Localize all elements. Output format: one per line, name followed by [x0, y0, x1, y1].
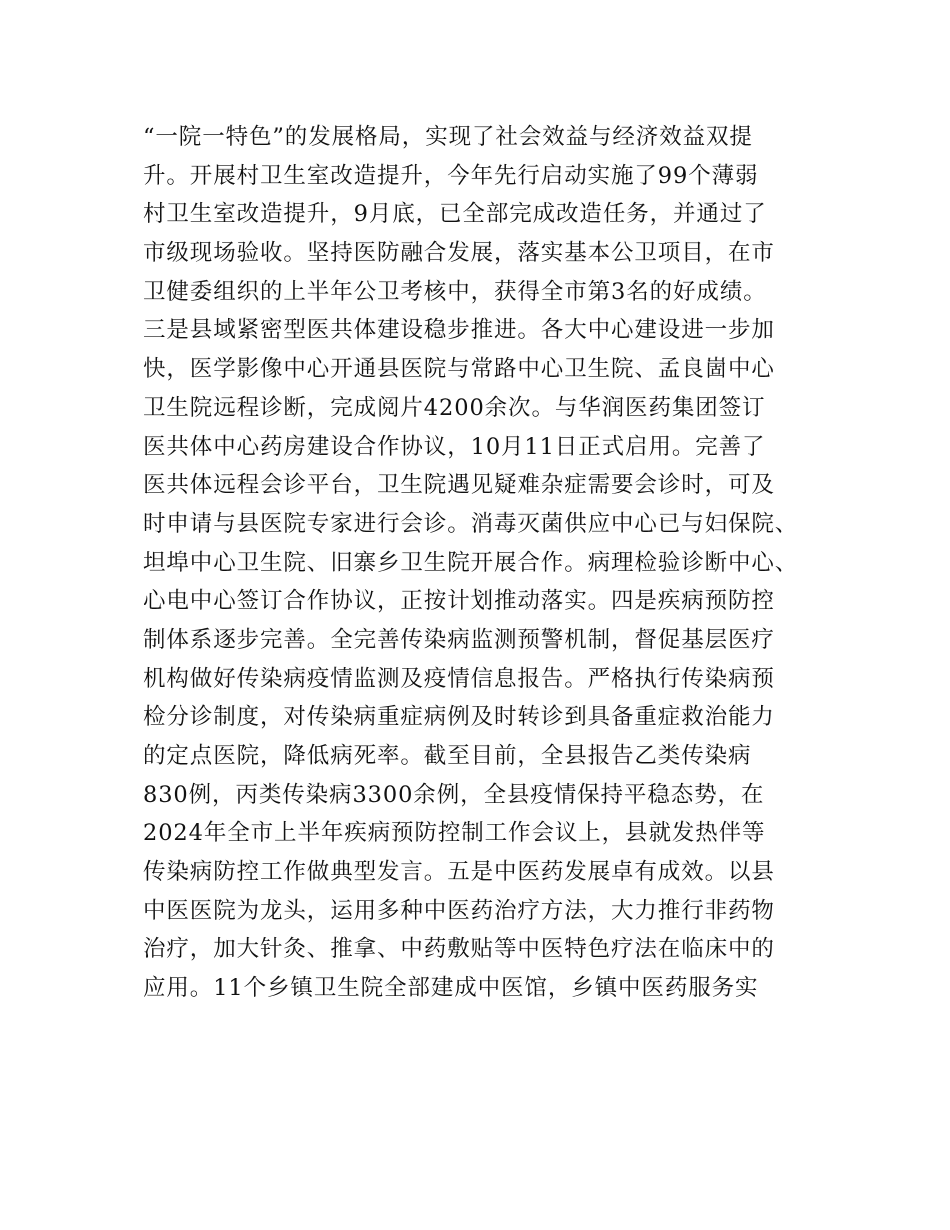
text-line: 2024年全市上半年疾病预防控制工作会议上，县就发热伴等 [143, 820, 766, 847]
text-line: 检分诊制度，对传染病重症病例及时转诊到具备重症救治能力 [143, 704, 775, 731]
text-line: 时申请与县医院专家进行会诊。消毒灭菌供应中心已与妇保院、 [143, 510, 799, 537]
text-line: 830例，丙类传染病3300余例，全县疫情保持平稳态势，在 [143, 781, 765, 808]
text-line: 制体系逐步完善。全完善传染病监测预警机制，督促基层医疗 [143, 626, 775, 653]
text-line: 中医医院为龙头，运用多种中医药治疗方法，大力推行非药物 [143, 897, 775, 924]
text-line: 村卫生室改造提升，9月底，已全部完成改造任务，并通过了 [143, 201, 767, 228]
text-line: 三是县域紧密型医共体建设稳步推进。各大中心建设进一步加 [143, 317, 775, 344]
text-line: 机构做好传染病疫情监测及疫情信息报告。严格执行传染病预 [143, 665, 775, 692]
text-line: 医共体远程会诊平台，卫生院遇见疑难杂症需要会诊时，可及 [143, 472, 775, 499]
text-line: 卫健委组织的上半年公卫考核中，获得全市第3名的好成绩。 [143, 278, 767, 305]
text-line: 医共体中心药房建设合作协议，10月11日正式启用。完善了 [143, 433, 766, 460]
text-line: 应用。11个乡镇卫生院全部建成中医馆，乡镇中医药服务实 [143, 975, 759, 1002]
text-line: 快，医学影像中心开通县医院与常路中心卫生院、孟良崮中心 [143, 356, 775, 383]
text-line: 的定点医院，降低病死率。截至目前，全县报告乙类传染病 [143, 743, 752, 769]
text-line: 升。开展村卫生室改造提升，今年先行启动实施了99个薄弱 [143, 162, 759, 189]
text-line: “一院一特色”的发展格局，实现了社会效益与经济效益双提 [143, 124, 753, 150]
text-line: 传染病防控工作做典型发言。五是中医药发展卓有成效。以县 [143, 859, 775, 886]
text-line: 卫生院远程诊断，完成阅片4200余次。与华润医药集团签订 [143, 394, 766, 421]
text-line: 坦埠中心卫生院、旧寨乡卫生院开展合作。病理检验诊断中心、 [143, 549, 799, 576]
text-line: 治疗，加大针灸、推拿、中药敷贴等中医特色疗法在临床中的 [143, 936, 775, 963]
body-paragraph [143, 118, 823, 1008]
text-line: 市级现场验收。坚持医防融合发展，落实基本公卫项目，在市 [143, 240, 775, 267]
text-line: 心电中心签订合作协议，正按计划推动落实。四是疾病预防控 [143, 588, 775, 615]
